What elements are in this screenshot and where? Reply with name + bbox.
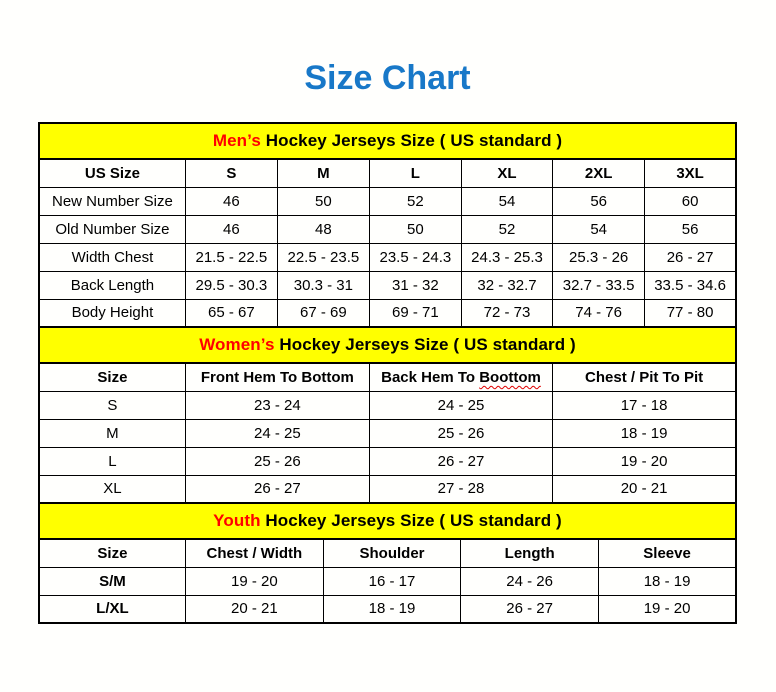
- womens-cell-r1-c2: 18 - 19: [553, 419, 736, 447]
- youth-header-row: [39, 539, 736, 567]
- mens-cell-r2-c5: 26 - 27: [645, 243, 736, 271]
- mens-cell-r1-c2: 50: [369, 215, 461, 243]
- womens-cell-r3-c0: 26 - 27: [185, 475, 369, 503]
- womens-cell-r3-c1: 27 - 28: [369, 475, 552, 503]
- womens-column-header-3: Chest / Pit To Pit: [553, 363, 736, 391]
- mens-row-label-0: New Number Size: [39, 187, 185, 215]
- womens-cell-r1-c1: 25 - 26: [369, 419, 552, 447]
- womens-cell-r0-c1: 24 - 25: [369, 391, 552, 419]
- youth-column-header-4: Sleeve: [599, 539, 736, 567]
- mens-cell-r1-c5: 56: [645, 215, 736, 243]
- mens-row-label-4: Body Height: [39, 299, 185, 327]
- mens-row-3: [39, 271, 736, 299]
- mens-cell-r3-c5: 33.5 - 34.6: [645, 271, 736, 299]
- youth-banner: [39, 503, 736, 539]
- mens-column-header-4: XL: [461, 159, 552, 187]
- header-text: Back Hem To: [381, 368, 480, 386]
- youth-row-1: [39, 595, 736, 623]
- youth-cell-r1-c2: 26 - 27: [461, 595, 599, 623]
- youth-cell-r1-c3: 19 - 20: [599, 595, 736, 623]
- womens-banner-row: [39, 327, 736, 363]
- mens-column-header-2: M: [277, 159, 369, 187]
- womens-row-3: [39, 475, 736, 503]
- mens-cell-r4-c0: 65 - 67: [185, 299, 277, 327]
- youth-banner-row: [39, 503, 736, 539]
- mens-banner-row: [39, 123, 736, 159]
- mens-cell-r1-c4: 54: [553, 215, 645, 243]
- mens-column-header-5: 2XL: [553, 159, 645, 187]
- mens-cell-r0-c1: 50: [277, 187, 369, 215]
- mens-cell-r4-c5: 77 - 80: [645, 299, 736, 327]
- womens-row-label-0: S: [39, 391, 185, 419]
- womens-cell-r0-c0: 23 - 24: [185, 391, 369, 419]
- mens-row-label-3: Back Length: [39, 271, 185, 299]
- youth-cell-r0-c3: 18 - 19: [599, 567, 736, 595]
- womens-size-table: [38, 326, 737, 504]
- mens-column-header-6: 3XL: [645, 159, 736, 187]
- womens-row-label-3: XL: [39, 475, 185, 503]
- womens-cell-r0-c2: 17 - 18: [553, 391, 736, 419]
- misspelled-word: Boottom: [479, 368, 541, 386]
- mens-cell-r0-c4: 56: [553, 187, 645, 215]
- womens-column-header-0: Size: [39, 363, 185, 391]
- mens-cell-r3-c0: 29.5 - 30.3: [185, 271, 277, 299]
- womens-cell-r1-c0: 24 - 25: [185, 419, 369, 447]
- youth-cell-r0-c1: 16 - 17: [323, 567, 460, 595]
- mens-cell-r4-c2: 69 - 71: [369, 299, 461, 327]
- youth-size-table: [38, 502, 737, 624]
- mens-row-label-1: Old Number Size: [39, 215, 185, 243]
- mens-cell-r4-c1: 67 - 69: [277, 299, 369, 327]
- mens-cell-r2-c1: 22.5 - 23.5: [277, 243, 369, 271]
- youth-cell-r0-c2: 24 - 26: [461, 567, 599, 595]
- youth-row-0: [39, 567, 736, 595]
- womens-row-label-2: L: [39, 447, 185, 475]
- mens-cell-r3-c2: 31 - 32: [369, 271, 461, 299]
- mens-banner: [39, 123, 736, 159]
- youth-row-label-0: S/M: [39, 567, 185, 595]
- womens-cell-r2-c2: 19 - 20: [553, 447, 736, 475]
- womens-cell-r2-c0: 25 - 26: [185, 447, 369, 475]
- youth-banner-highlight: Youth: [213, 511, 261, 530]
- womens-banner-highlight: Women’s: [199, 335, 275, 354]
- mens-cell-r4-c3: 72 - 73: [461, 299, 552, 327]
- womens-cell-r2-c1: 26 - 27: [369, 447, 552, 475]
- womens-header-row: [39, 363, 736, 391]
- mens-column-header-0: US Size: [39, 159, 185, 187]
- mens-banner-highlight: Men’s: [212, 131, 261, 150]
- youth-banner-text: Hockey Jerseys Size ( US standard ): [260, 511, 562, 530]
- mens-cell-r2-c0: 21.5 - 22.5: [185, 243, 277, 271]
- womens-row-1: [39, 419, 736, 447]
- mens-row-2: [39, 243, 736, 271]
- mens-cell-r0-c2: 52: [369, 187, 461, 215]
- mens-row-label-2: Width Chest: [39, 243, 185, 271]
- mens-cell-r2-c4: 25.3 - 26: [553, 243, 645, 271]
- youth-cell-r1-c0: 20 - 21: [185, 595, 323, 623]
- mens-cell-r2-c2: 23.5 - 24.3: [369, 243, 461, 271]
- womens-banner: [39, 327, 736, 363]
- womens-row-2: [39, 447, 736, 475]
- youth-column-header-3: Length: [461, 539, 599, 567]
- mens-row-1: [39, 215, 736, 243]
- mens-cell-r3-c4: 32.7 - 33.5: [553, 271, 645, 299]
- mens-cell-r2-c3: 24.3 - 25.3: [461, 243, 552, 271]
- mens-cell-r0-c0: 46: [185, 187, 277, 215]
- mens-row-0: [39, 187, 736, 215]
- mens-cell-r1-c1: 48: [277, 215, 369, 243]
- youth-cell-r0-c0: 19 - 20: [185, 567, 323, 595]
- womens-row-0: [39, 391, 736, 419]
- mens-cell-r3-c1: 30.3 - 31: [277, 271, 369, 299]
- mens-cell-r0-c5: 60: [645, 187, 736, 215]
- youth-cell-r1-c1: 18 - 19: [323, 595, 460, 623]
- womens-column-header-1: Front Hem To Bottom: [185, 363, 369, 391]
- mens-cell-r3-c3: 32 - 32.7: [461, 271, 552, 299]
- mens-column-header-3: L: [369, 159, 461, 187]
- womens-column-header-2: [369, 363, 552, 391]
- mens-cell-r0-c3: 54: [461, 187, 552, 215]
- youth-row-label-1: L/XL: [39, 595, 185, 623]
- page-title: Size Chart: [304, 59, 471, 97]
- mens-cell-r1-c0: 46: [185, 215, 277, 243]
- mens-row-4: [39, 299, 736, 327]
- mens-banner-text: Hockey Jerseys Size ( US standard ): [260, 131, 563, 150]
- mens-cell-r4-c4: 74 - 76: [553, 299, 645, 327]
- womens-row-label-1: M: [39, 419, 185, 447]
- womens-cell-r3-c2: 20 - 21: [553, 475, 736, 503]
- mens-header-row: [39, 159, 736, 187]
- youth-column-header-0: Size: [39, 539, 185, 567]
- mens-cell-r1-c3: 52: [461, 215, 552, 243]
- youth-column-header-1: Chest / Width: [185, 539, 323, 567]
- youth-column-header-2: Shoulder: [323, 539, 460, 567]
- mens-size-table: [38, 122, 737, 328]
- mens-column-header-1: S: [185, 159, 277, 187]
- womens-banner-text: Hockey Jerseys Size ( US standard ): [274, 335, 576, 354]
